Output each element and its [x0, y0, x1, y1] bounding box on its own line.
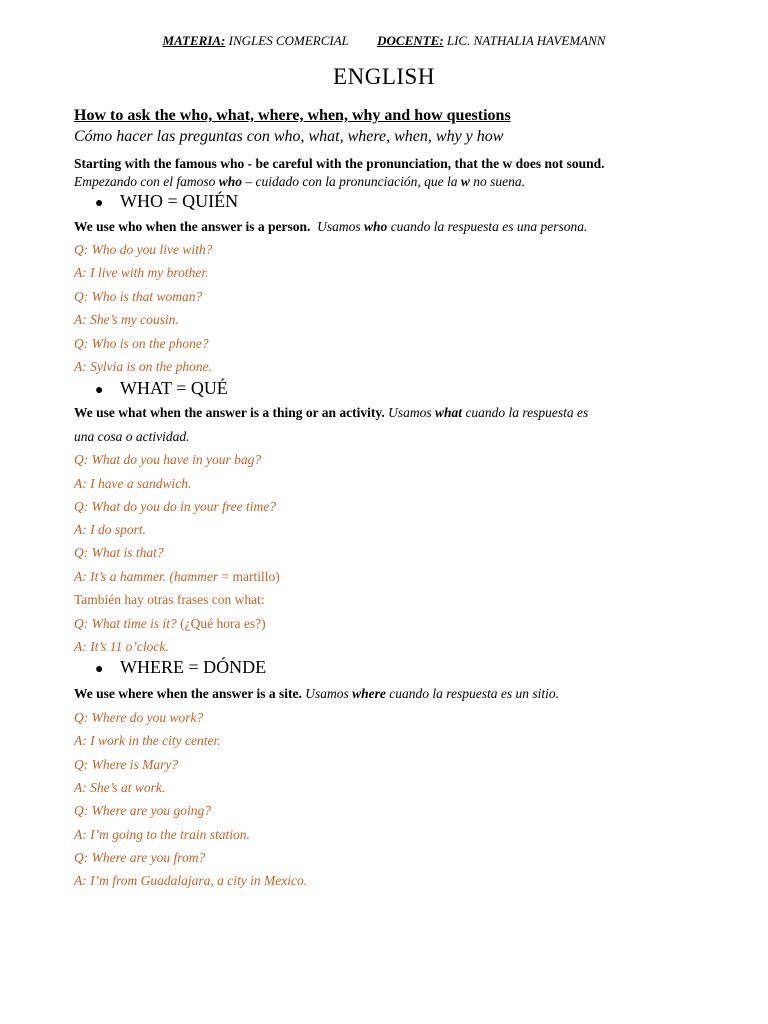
rule-what: We use what when the answer is a thing or an activity. Usamos what cuando la respuesta es	[74, 405, 589, 420]
qa-line: Q: What is that?	[74, 545, 164, 560]
intro-text-es: Empezando con el famoso who – cuidado con la pronunciación, que la w no suena.	[74, 174, 525, 189]
docente-value: LIC. NATHALIA HAVEMANN	[443, 33, 606, 48]
qa-line: Q: Who is that woman?	[74, 289, 203, 304]
qa-line: A: I do sport.	[74, 522, 146, 537]
lesson-subtitle-es: Cómo hacer las preguntas con who, what, where, when, why y how	[74, 128, 504, 145]
qa-line: A: I’m going to the train station.	[74, 827, 250, 842]
qa-line: Q: Where do you work?	[74, 710, 204, 725]
page-title: ENGLISH	[333, 64, 435, 89]
lesson-subtitle: How to ask the who, what, where, when, why and how questions	[74, 107, 511, 124]
qa-line: Q: Who do you live with?	[74, 242, 213, 257]
qa-line-hammer: A: It’s a hammer. (hammer = martillo)	[74, 569, 280, 584]
qa-line: Q: Where are you going?	[74, 803, 211, 818]
qa-line: A: I have a sandwich.	[74, 476, 192, 491]
also-note: También hay otras frases con what:	[74, 592, 265, 607]
qa-line: A: She’s at work.	[74, 780, 166, 795]
intro-text: Starting with the famous who - be careful with the pronunciation, that the w does not sound.	[74, 156, 605, 171]
qa-line: Q: Where is Mary?	[74, 757, 179, 772]
qa-line: A: I’m from Guadalajara, a city in Mexico.	[74, 873, 308, 888]
qa-line: Q: What do you do in your free time?	[74, 499, 276, 514]
qa-line: A: Sylvia is on the phone.	[74, 359, 212, 374]
rule-who: We use who when the answer is a person. Usamos who cuando la respuesta es una persona.	[74, 219, 588, 234]
section-heading-what: ● WHAT = QUÉ	[95, 378, 228, 398]
qa-line: Q: What do you have in your bag?	[74, 452, 262, 467]
document-header	[0, 33, 768, 49]
qa-line: Q: Who is on the phone?	[74, 336, 209, 351]
rule-what-cont: una cosa o actividad.	[74, 429, 190, 444]
qa-line: A: She’s my cousin.	[74, 312, 179, 327]
qa-line: Q: Where are you from?	[74, 850, 206, 865]
qa-line: A: I work in the city center.	[74, 733, 221, 748]
section-heading-where: ● WHERE = DÓNDE	[95, 657, 267, 677]
bullet-icon: ●	[95, 662, 104, 677]
bullet-icon: ●	[95, 383, 104, 398]
materia-value: INGLES COMERCIAL	[225, 33, 349, 48]
section-heading-who: ● WHO = QUIÉN	[95, 191, 239, 211]
docente-label: DOCENTE:	[377, 33, 444, 48]
qa-line: A: It’s 11 o’clock.	[74, 639, 169, 654]
bullet-icon: ●	[95, 196, 104, 211]
qa-line: A: I live with my brother.	[74, 265, 209, 280]
rule-where: We use where when the answer is a site. Usamos where cuando la respuesta es un sitio.	[74, 686, 560, 701]
materia-label: MATERIA:	[162, 33, 226, 48]
qa-line-time: Q: What time is it? (¿Qué hora es?)	[74, 616, 266, 631]
